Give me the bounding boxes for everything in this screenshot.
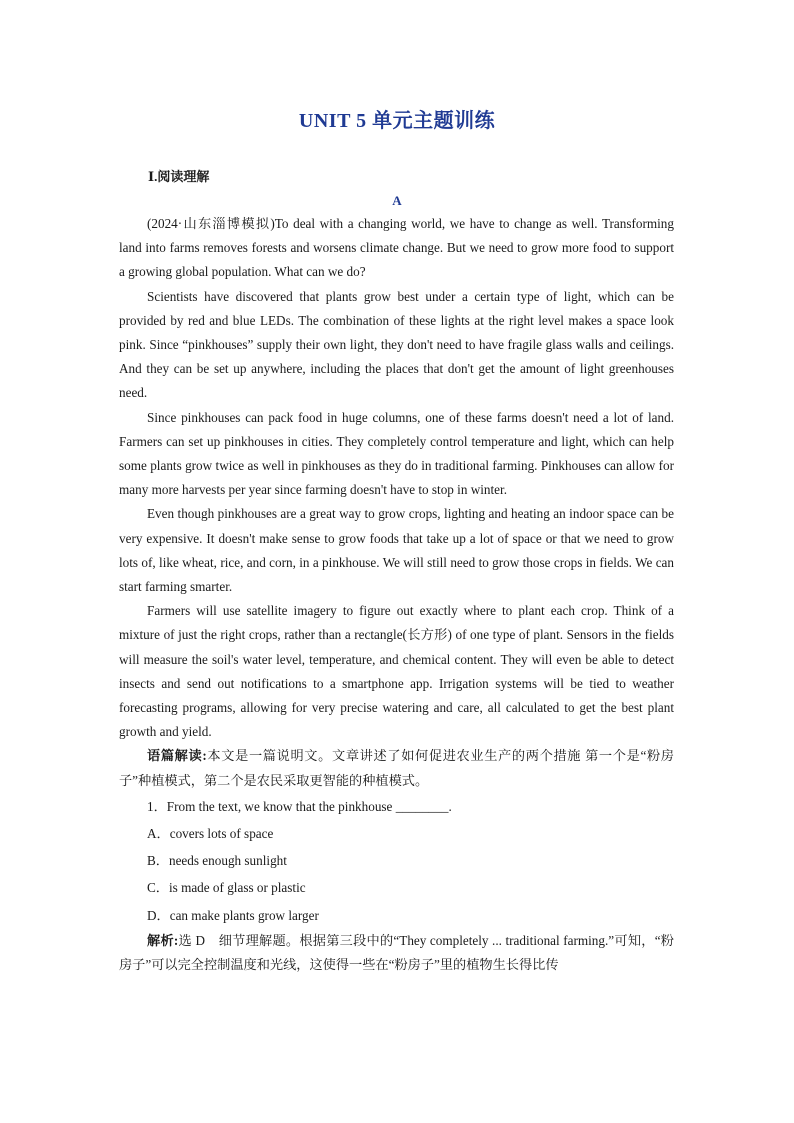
passage-body — [119, 212, 674, 977]
paragraph: Scientists have discovered that plants grow best under a certain type of light, which can be provided by red and blue LEDs. The combination of these lights at the right level makes a space look pink. Since “pinkhouses” supply their own light, they don't need to have fragile glass walls and ceilings. And they can be set up anywhere, including the places that don't get the amount of light greenhouses need. — [119, 288, 674, 401]
passage-label: A — [392, 193, 402, 208]
paragraph: Even though pinkhouses are a great way to grow crops, lighting and heating an indoor space can be very expensive. It doesn't make sense to grow foods that take up a lot of space or that we need to grow lots of, like wheat, rice, and corn, in a pinkhouse. We will still need to grow those crops in fields. We can start farming smarter. — [119, 506, 674, 595]
option-c: C．is made of glass or plastic — [147, 880, 306, 896]
paragraph: (2024·山东淄博模拟)To deal with a changing world, we have to change as well. Transforming land into farms removes forests and worsens climate change. But we need to grow more food to support a growing global population. What can we do? — [119, 216, 674, 280]
page-title: UNIT 5 单元主题训练 — [298, 110, 496, 132]
source-note: (2024·山东淄博模拟) — [147, 216, 275, 231]
option-a: A．covers lots of space — [147, 826, 274, 842]
option-d: D．can make plants grow larger — [147, 907, 319, 923]
section-heading: Ⅰ.阅读理解 — [148, 169, 210, 184]
summary-label: 语篇解读: — [147, 748, 207, 764]
summary-paragraph: 语篇解读:本文是一篇说明文。文章讲述了如何促进农业生产的两个措施 第一个是“粉房子”种植模式，第二个是农民采取更智能的种植模式。 — [119, 748, 674, 788]
option-b: B．needs enough sunlight — [147, 853, 287, 869]
analysis-label: 解析: — [147, 932, 179, 948]
analysis-paragraph: 解析:选 D 细节理解题。根据第三段中的“They completely ... traditional farming.”可知，“粉房子”可以完全控制温度和光线，这使得一些在“粉房子”里的植物生长得比传 — [119, 932, 674, 973]
paragraph: Since pinkhouses can pack food in huge columns, one of these farms doesn't need a lot of land. Farmers can set up pinkhouses in cities. They completely control temperature and light, which can help some plants grow twice as well in pinkhouses as they do in traditional farming. Pinkhouses can allow for many more harvests per year since farming doesn't have to stop in winter. — [119, 409, 674, 498]
question-1: 1．From the text, we know that the pinkhouse ________. — [147, 798, 452, 814]
paragraph: Farmers will use satellite imagery to figure out exactly where to plant each crop. Think of a mixture of just the right crops, rather than a rectangle(长方形) of one type of plant. Sensors in the fields will measure the soil's water level, temperature, and chemical content. They will even be able to detect insects and send out notifications to a smartphone app. Irrigation systems will be tied to weather forecasting programs, allowing for very precise watering and care, all calculated to get the best plant growth and yield. — [119, 603, 674, 740]
